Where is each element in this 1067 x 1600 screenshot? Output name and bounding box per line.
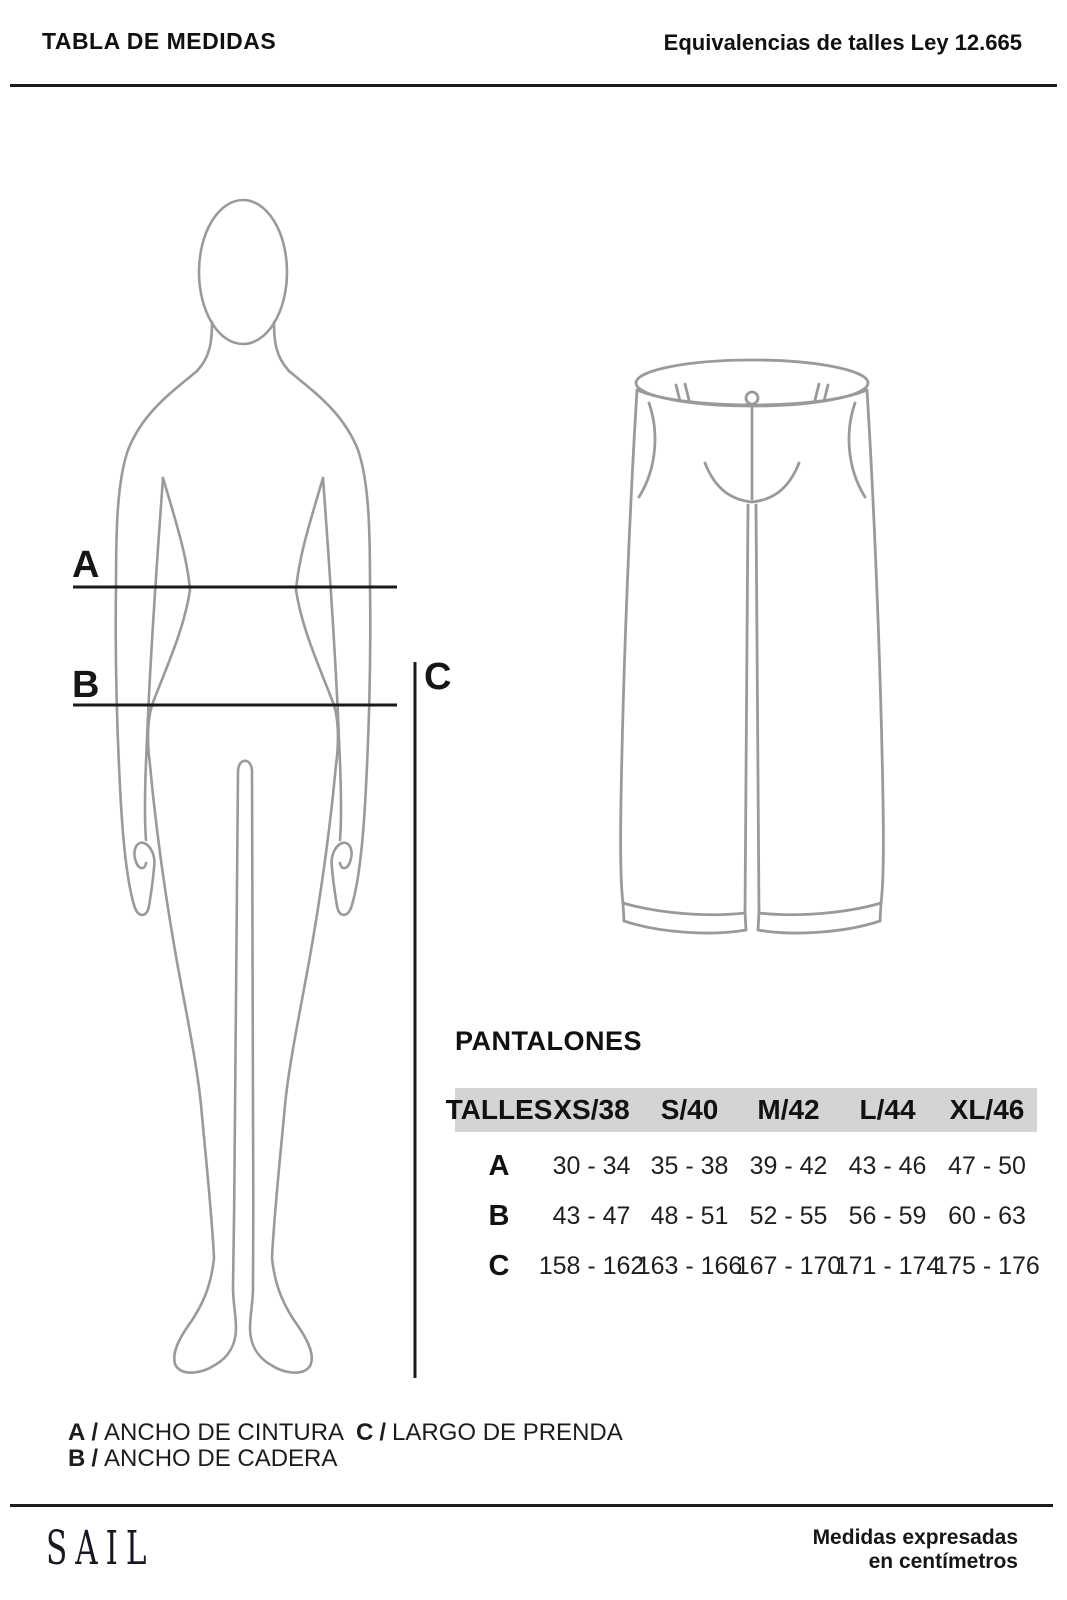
value-c-s40: 163 - 166	[636, 1251, 743, 1280]
measure-label-a: A	[72, 544, 100, 586]
legend-separator: /	[379, 1419, 387, 1446]
value-a-m42: 39 - 42	[749, 1151, 828, 1180]
value-c-xl46: 175 - 176	[934, 1251, 1040, 1280]
column-header-xs38: XS/38	[553, 1094, 630, 1125]
value-a-s40: 35 - 38	[650, 1151, 729, 1180]
law-equivalence-note: Equivalencias de talles Ley 12.665	[663, 30, 1022, 55]
value-c-m42: 167 - 170	[735, 1251, 842, 1280]
legend-key-a: A	[68, 1419, 86, 1446]
legend-item-waist	[68, 1419, 344, 1447]
brand-logo: SAIL	[46, 1522, 155, 1576]
legend-key-c: C	[356, 1419, 374, 1446]
table-section-title: PANTALONES	[455, 1026, 642, 1056]
size-table-header	[445, 1088, 1037, 1132]
column-header-xl46: XL/46	[949, 1094, 1025, 1125]
legend-key-b: B	[68, 1445, 86, 1472]
value-b-m42: 52 - 55	[749, 1201, 828, 1230]
legend-label-b: ANCHO DE CADERA	[104, 1445, 338, 1472]
value-b-xs38: 43 - 47	[552, 1201, 631, 1230]
table-row-b	[455, 1196, 1037, 1236]
legend-item-length	[356, 1419, 623, 1447]
column-header-s40: S/40	[660, 1094, 719, 1125]
value-a-xs38: 30 - 34	[552, 1151, 631, 1180]
pants-illustration	[621, 360, 884, 933]
pants-button	[746, 392, 758, 404]
row-label-b: B	[488, 1199, 510, 1232]
units-note	[813, 1526, 1018, 1574]
measure-label-b: B	[72, 664, 100, 706]
value-b-s40: 48 - 51	[650, 1201, 729, 1230]
row-label-a: A	[488, 1149, 510, 1182]
table-row-c	[455, 1246, 1040, 1286]
legend-item-hip	[68, 1445, 337, 1473]
value-a-xl46: 47 - 50	[948, 1151, 1026, 1180]
value-c-xs38: 158 - 162	[538, 1251, 645, 1280]
row-label-c: C	[488, 1249, 510, 1282]
footer-divider	[10, 1504, 1053, 1507]
column-header-l44: L/44	[859, 1094, 916, 1125]
page-title: TABLA DE MEDIDAS	[42, 28, 277, 54]
legend-label-a: ANCHO DE CINTURA	[104, 1419, 345, 1446]
measure-label-c: C	[424, 656, 452, 698]
units-note-line1: Medidas expresadas	[812, 1526, 1018, 1549]
value-b-l44: 56 - 59	[848, 1201, 927, 1230]
units-note-line2: en centímetros	[868, 1550, 1018, 1574]
legend-separator: /	[91, 1419, 99, 1446]
legend-separator: /	[91, 1445, 99, 1472]
value-c-l44: 171 - 174	[834, 1251, 941, 1280]
column-header-talles: TALLES	[445, 1094, 553, 1125]
value-a-l44: 43 - 46	[848, 1151, 927, 1180]
value-b-xl46: 60 - 63	[948, 1201, 1026, 1230]
legend-label-c: LARGO DE PRENDA	[392, 1419, 623, 1446]
column-header-m42: M/42	[757, 1094, 820, 1125]
body-figure-illustration	[116, 200, 371, 1373]
table-row-a	[455, 1146, 1037, 1186]
